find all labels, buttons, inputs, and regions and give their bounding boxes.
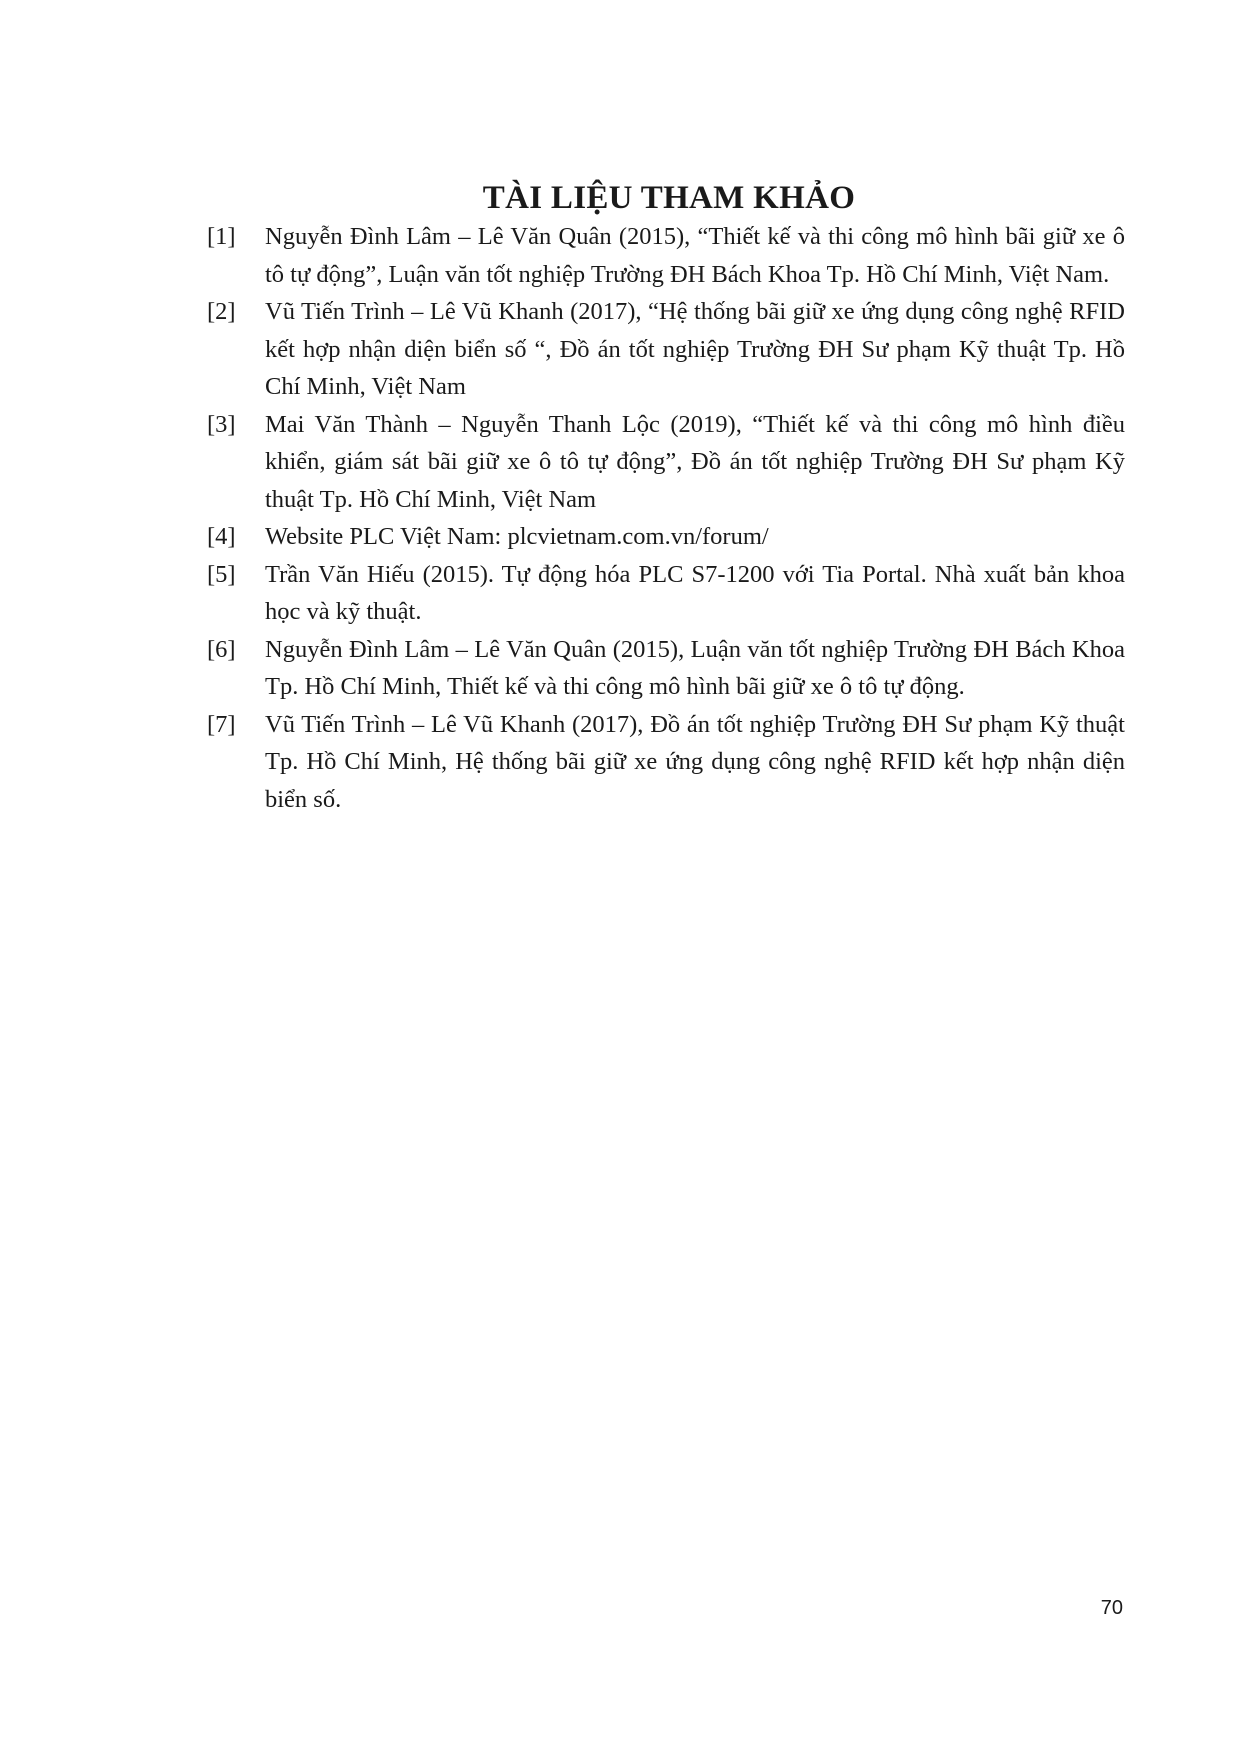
reference-list bbox=[207, 218, 1125, 818]
reference-text: Vũ Tiến Trình – Lê Vũ Khanh (2017), Đồ án tốt nghiệp Trường ĐH Sư phạm Kỹ thuật Tp. Hồ Chí Minh, Hệ thống bãi giữ xe ứng dụng công nghệ RFID kết hợp nhận diện biển số. bbox=[265, 710, 1125, 813]
reference-item bbox=[207, 556, 1125, 631]
reference-number: [4] bbox=[207, 523, 236, 550]
page-title: TÀI LIỆU THAM KHẢO bbox=[482, 180, 856, 216]
reference-item bbox=[207, 406, 1125, 519]
reference-text: Nguyễn Đình Lâm – Lê Văn Quân (2015), Luận văn tốt nghiệp Trường ĐH Bách Khoa Tp. Hồ Chí Minh, Thiết kế và thi công mô hình bãi giữ xe ô tô tự động. bbox=[265, 635, 1125, 700]
reference-number: [7] bbox=[207, 710, 236, 738]
reference-number: [2] bbox=[207, 298, 236, 325]
reference-item bbox=[207, 293, 1125, 406]
reference-text: Trần Văn Hiếu (2015). Tự động hóa PLC S7-1200 với Tia Portal. Nhà xuất bản khoa học và kỹ thuật. bbox=[265, 560, 1125, 625]
reference-item bbox=[207, 706, 1125, 819]
reference-text: Nguyễn Đình Lâm – Lê Văn Quân (2015), “Thiết kế và thi công mô hình bãi giữ xe ô tô tự động”, Luận văn tốt nghiệp Trường ĐH Bách Khoa Tp. Hồ Chí Minh, Việt Nam. bbox=[265, 223, 1125, 288]
reference-text: Website PLC Việt Nam: plcvietnam.com.vn/forum/ bbox=[265, 523, 769, 550]
reference-number: [3] bbox=[207, 410, 236, 438]
page-number: 70 bbox=[1100, 1597, 1123, 1619]
reference-item bbox=[207, 631, 1125, 706]
reference-number: [5] bbox=[207, 560, 236, 588]
reference-text: Vũ Tiến Trình – Lê Vũ Khanh (2017), “Hệ thống bãi giữ xe ứng dụng công nghệ RFID kết hợp nhận diện biển số “, Đồ án tốt nghiệp Trường ĐH Sư phạm Kỹ thuật Tp. Hồ Chí Minh, Việt Nam bbox=[265, 298, 1125, 400]
reference-item bbox=[207, 518, 1125, 556]
reference-number: [1] bbox=[207, 223, 236, 250]
reference-number: [6] bbox=[207, 635, 236, 663]
reference-item bbox=[207, 218, 1125, 293]
reference-text: Mai Văn Thành – Nguyễn Thanh Lộc (2019), “Thiết kế và thi công mô hình điều khiển, giám sát bãi giữ xe ô tô tự động”, Đồ án tốt nghiệp Trường ĐH Sư phạm Kỹ thuật Tp. Hồ Chí Minh, Việt Nam bbox=[265, 410, 1125, 513]
